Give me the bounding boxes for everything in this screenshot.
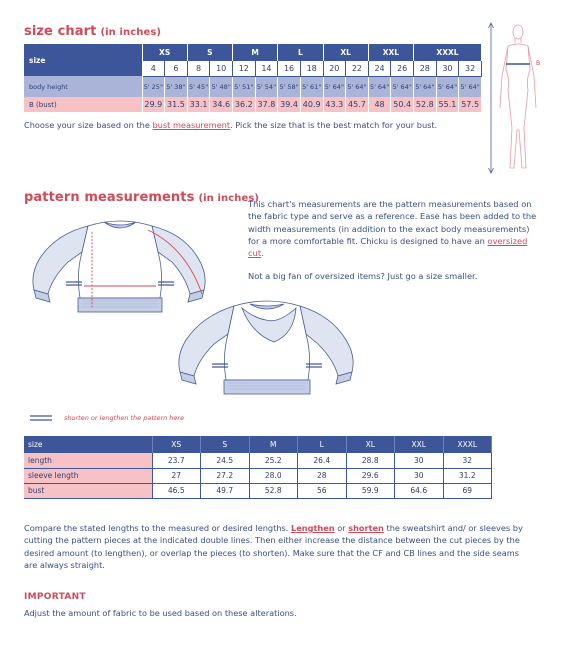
body-height-cell: 5' 58" (278, 76, 301, 97)
table-cell: 49.7 (201, 483, 250, 498)
oversized-cut-link[interactable]: oversized cut (248, 235, 528, 259)
body-height-cell: 5' 54" (255, 76, 278, 97)
body-height-cell: 5' 45" (187, 76, 210, 97)
table-cell: 27.2 (201, 468, 250, 483)
table-cell: 59.9 (346, 483, 395, 498)
pattern-description-text: This chart's measurements are the pattern measurements based on the fabric type and serve as a reference. Ease has been added to the width measurements (in addition to the exact body measurements) for a more comfortable fit. Chicku is designed to have an (248, 199, 537, 246)
size-number: 32 (459, 61, 482, 76)
pattern-subtitle: (in inches) (198, 193, 260, 204)
table-cell: 28 (298, 468, 347, 483)
table-cell: 28.0 (249, 468, 298, 483)
table-cell: 56 (298, 483, 347, 498)
bust-cell: 45.7 (346, 97, 369, 112)
sweater-back-illustration (170, 294, 370, 406)
size-group-xl: XL (323, 44, 368, 61)
body-figure (486, 18, 546, 182)
bust-cell: 57.5 (459, 97, 482, 112)
size-chart-title: size chart (24, 24, 97, 39)
shorten-link[interactable]: shorten (348, 523, 384, 533)
size-group-row (24, 44, 482, 61)
size-chart-note (24, 120, 437, 130)
body-height-cell: 5' 64" (323, 76, 346, 97)
size-group-xxxl: XXXL (414, 44, 482, 61)
legend-label: shorten or lengthen the pattern here (64, 414, 185, 422)
note-text: Choose your size based on the (24, 120, 153, 130)
size-group-xxl: XXL (368, 44, 413, 61)
size-number: 30 (436, 61, 459, 76)
table-cell: 30 (395, 453, 444, 468)
size-number: 26 (391, 61, 414, 76)
size-group-xs: XS (142, 44, 187, 61)
body-silhouette-icon (486, 18, 546, 178)
header-cell: XXL (395, 436, 444, 453)
body-height-cell: 5' 51" (233, 76, 256, 97)
table-row (24, 483, 492, 498)
size-chart-heading (24, 20, 161, 39)
row-label: bust (24, 483, 152, 498)
body-height-cell: 5' 64" (459, 76, 482, 97)
table-cell: 32 (443, 453, 492, 468)
size-number: 22 (346, 61, 369, 76)
body-height-cell: 5' 38" (165, 76, 188, 97)
size-number: 16 (278, 61, 301, 76)
size-number: 6 (165, 61, 188, 76)
body-height-cell: 5' 61" (300, 76, 323, 97)
bust-measurement-link[interactable]: bust measurement (152, 120, 231, 130)
size-group-m: M (233, 44, 278, 61)
body-height-cell: 5' 25" (142, 76, 165, 97)
bust-cell: 48 (368, 97, 391, 112)
table-cell: 24.5 (201, 453, 250, 468)
table-row (24, 453, 492, 468)
instruction-text: the sweatshirt and/ or sleeves by cutting the pattern pieces at the indicated double lines. Then either increase the distance between the cut pieces by the desired amount (to lengthen), or overlap the pieces (to shorten). Make sure that the CF and CB lines and the side seams are always straight. (24, 523, 523, 570)
table-cell: 28.8 (346, 453, 395, 468)
table-cell: 31.2 (443, 468, 492, 483)
bust-cell: 33.1 (187, 97, 210, 112)
header-cell: XS (152, 436, 201, 453)
table-cell: 30 (395, 468, 444, 483)
bust-cell: 50.4 (391, 97, 414, 112)
bust-cell: 52.8 (414, 97, 437, 112)
table-cell: 46.5 (152, 483, 201, 498)
table-cell: 69 (443, 483, 492, 498)
table-cell: 52.8 (249, 483, 298, 498)
bust-cell: 43.3 (323, 97, 346, 112)
bust-cell: 36.2 (233, 97, 256, 112)
bust-cell: 34.6 (210, 97, 233, 112)
table-cell: 23.7 (152, 453, 201, 468)
header-cell: L (298, 436, 347, 453)
body-height-cell: 5' 64" (436, 76, 459, 97)
bust-row (24, 97, 482, 112)
bust-cell: 40.9 (300, 97, 323, 112)
bust-cell: 55.1 (436, 97, 459, 112)
pattern-description (248, 198, 538, 259)
table-row (24, 468, 492, 483)
pattern-table-header (24, 436, 492, 453)
important-text: Adjust the amount of fabric to be used based on these alterations. (24, 608, 297, 618)
body-height-row (24, 76, 482, 97)
table-cell: 64.6 (395, 483, 444, 498)
pattern-measurements-table (24, 436, 492, 499)
row-label: sleeve length (24, 468, 152, 483)
size-number: 12 (233, 61, 256, 76)
alteration-instructions (24, 522, 524, 571)
size-number: 4 (142, 61, 165, 76)
pattern-title: pattern measurements (24, 190, 195, 205)
pattern-heading (24, 186, 259, 205)
size-number: 14 (255, 61, 278, 76)
table-cell: 26.4 (298, 453, 347, 468)
header-cell: XXXL (443, 436, 492, 453)
double-line-icon (30, 414, 52, 422)
lengthen-link[interactable]: Lengthen (291, 523, 335, 533)
size-group-l: L (278, 44, 323, 61)
size-number: 28 (414, 61, 437, 76)
size-number: 24 (368, 61, 391, 76)
important-heading: IMPORTANT (24, 592, 86, 602)
bust-label: B (bust) (24, 97, 142, 112)
size-group-s: S (187, 44, 232, 61)
size-number: 8 (187, 61, 210, 76)
pattern-description-text: . (261, 248, 264, 259)
bust-cell: 29.9 (142, 97, 165, 112)
instruction-text: Compare the stated lengths to the measured or desired lengths. (24, 523, 292, 533)
bust-cell: 39.4 (278, 97, 301, 112)
body-height-label: body height (24, 76, 142, 97)
body-height-cell: 5' 64" (414, 76, 437, 97)
body-height-cell: 5' 64" (368, 76, 391, 97)
body-height-cell: 5' 64" (346, 76, 369, 97)
bust-marker-label: B (536, 60, 541, 67)
header-cell: XL (346, 436, 395, 453)
header-cell: M (249, 436, 298, 453)
size-column-header: size (24, 44, 142, 76)
body-height-cell: 5' 64" (391, 76, 414, 97)
size-number: 18 (300, 61, 323, 76)
body-height-cell: 5' 48" (210, 76, 233, 97)
table-cell: 27 (152, 468, 201, 483)
size-chart-subtitle: (in inches) (100, 27, 162, 38)
size-number: 20 (323, 61, 346, 76)
header-cell: size (24, 436, 152, 453)
size-number: 10 (210, 61, 233, 76)
header-cell: S (201, 436, 250, 453)
instruction-text: or (334, 523, 349, 533)
row-label: length (24, 453, 152, 468)
size-down-tip: Not a big fan of oversized items? Just go a size smaller. (248, 271, 478, 281)
note-text: . Pick the size that is the best match for your bust. (230, 120, 438, 130)
table-cell: 25.2 (249, 453, 298, 468)
table-cell: 29.6 (346, 468, 395, 483)
size-chart-table (24, 44, 482, 112)
bust-cell: 37.8 (255, 97, 278, 112)
bust-cell: 31.5 (165, 97, 188, 112)
